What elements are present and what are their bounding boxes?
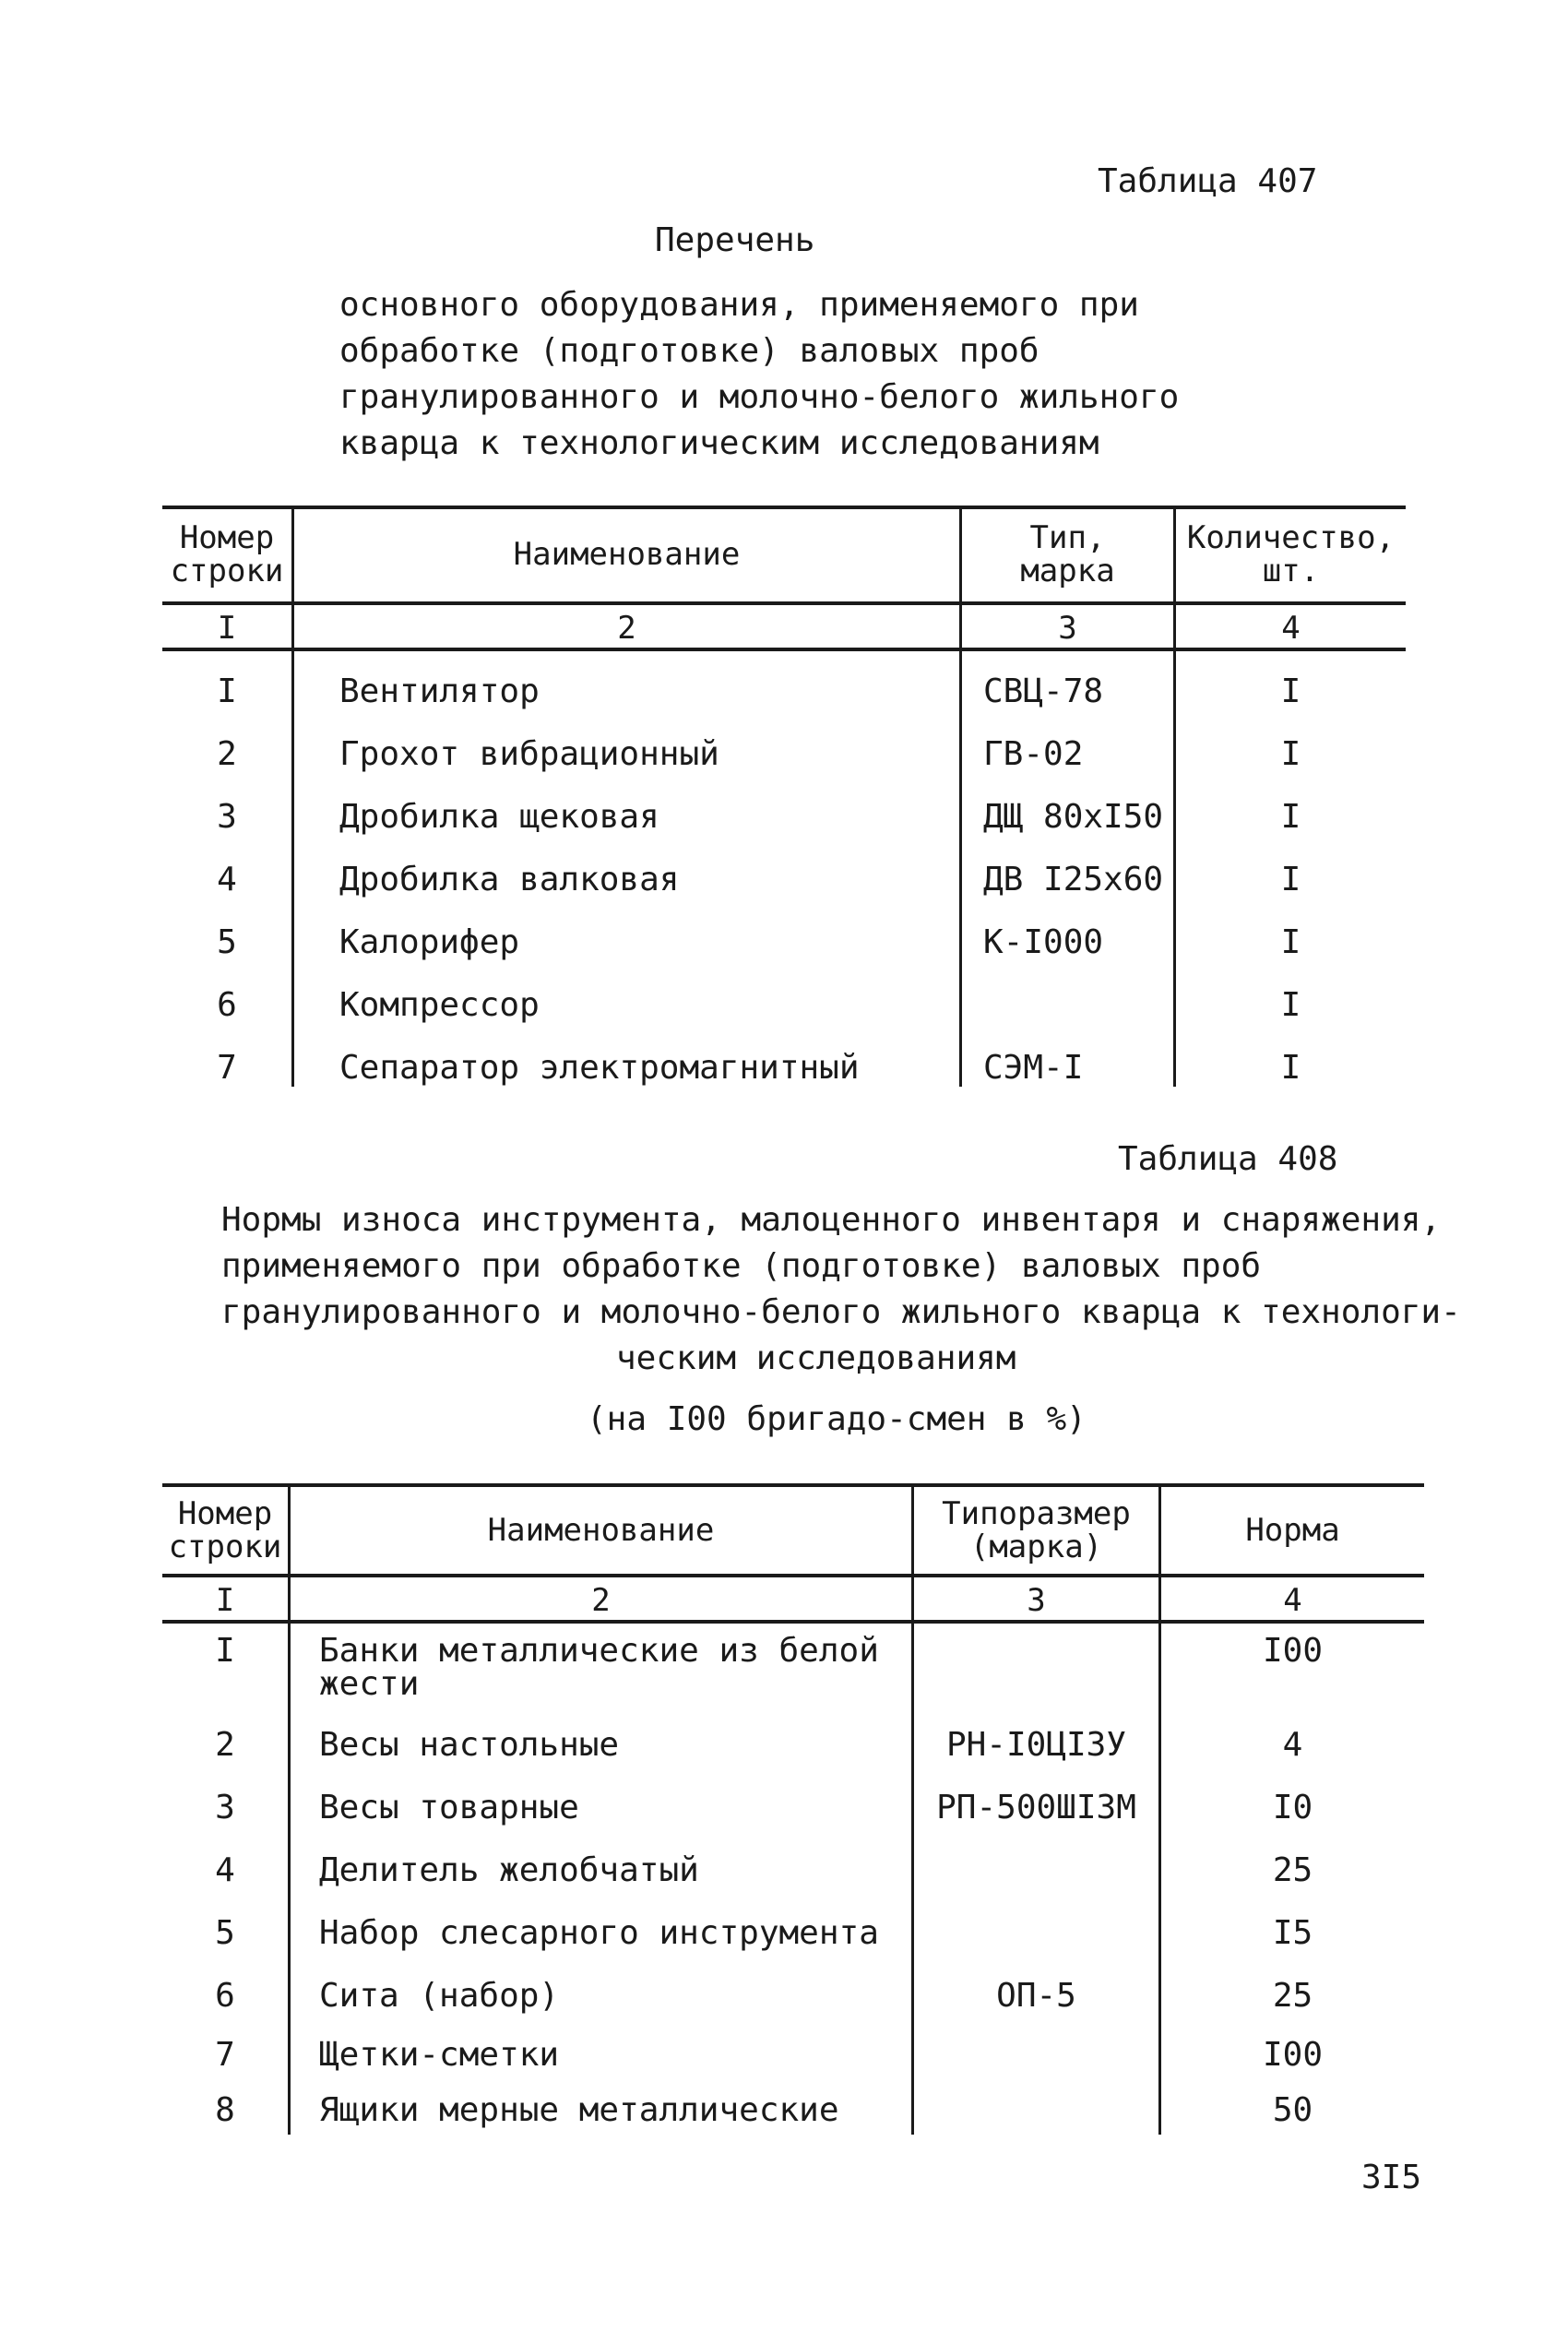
row-name-continued: жести — [319, 1665, 420, 1703]
table-407-title: Перечень — [655, 221, 815, 259]
row-qty: I — [1280, 735, 1301, 773]
row-type: СЭМ-I — [983, 1049, 1084, 1087]
row-norm: 25 — [1272, 1977, 1313, 2015]
table-407-subtitle-line-3: гранулированного и молочно-белого жильного — [339, 378, 1180, 416]
row-name: Сита (набор) — [319, 1977, 560, 2015]
table-407-header-type-line-1: Тип, — [1029, 519, 1106, 556]
row-qty: I — [1280, 798, 1301, 836]
table-408-header-rule — [162, 1574, 1424, 1577]
table-408-header-name: Наименование — [487, 1512, 715, 1549]
table-407-header-type-line-2: марка — [1020, 553, 1115, 589]
row-name: Весы товарные — [319, 1789, 579, 1826]
row-number: 2 — [217, 735, 237, 773]
row-number: 4 — [217, 861, 237, 898]
table-407-colnum-rule — [162, 648, 1406, 651]
table-407-colnum-1: I — [217, 610, 237, 647]
row-name: Компрессор — [339, 986, 540, 1024]
row-qty: I — [1280, 1049, 1301, 1087]
row-type: ДЩ 80хI50 — [983, 798, 1164, 836]
table-407-subtitle-line-2: обработке (подготовке) валовых проб — [339, 332, 1039, 370]
table-407-header-qty-line-2: шт. — [1262, 553, 1320, 589]
row-name: Весы настольные — [319, 1726, 620, 1764]
table-407-header-number-line-1: Номер — [179, 519, 275, 556]
table-408-header-number-line-1: Номер — [177, 1495, 273, 1532]
table-408-title-line-4: ческим исследованиям — [616, 1339, 1016, 1377]
table-407-header-rule — [162, 601, 1406, 605]
table-408-header-type-line-2: (марка) — [969, 1529, 1103, 1565]
table-408-title-line-3: гранулированного и молочно-белого жильного кварца к технологи- — [221, 1293, 1461, 1331]
row-number: 5 — [217, 923, 237, 961]
row-type: ОП-5 — [996, 1977, 1076, 2015]
table-408-colnum-rule — [162, 1620, 1424, 1624]
row-type: СВЦ-78 — [983, 672, 1104, 710]
row-number: 2 — [215, 1726, 235, 1764]
table-407-divider-2 — [959, 509, 962, 1087]
row-name: Сепаратор электромагнитный — [339, 1049, 860, 1087]
row-norm: I00 — [1262, 2036, 1324, 2074]
table-408-colnum-3: 3 — [1027, 1582, 1046, 1619]
table-407-header-name: Наименование — [513, 536, 741, 573]
row-name: Делитель желобчатый — [319, 1851, 699, 1889]
row-name: Набор слесарного инструмента — [319, 1914, 879, 1952]
row-name: Дробилка валковая — [339, 861, 680, 898]
table-407-colnum-4: 4 — [1281, 610, 1301, 647]
table-407-label: Таблица 407 — [1098, 162, 1318, 200]
row-name: Щетки-сметки — [319, 2036, 560, 2074]
row-number: 6 — [217, 986, 237, 1024]
table-407-subtitle-line-1: основного оборудования, применяемого при — [339, 286, 1139, 324]
table-408-header-number-line-2: строки — [168, 1529, 282, 1565]
table-407-colnum-3: 3 — [1058, 610, 1077, 647]
table-408-header-norm: Норма — [1245, 1512, 1340, 1549]
row-number: 4 — [215, 1851, 235, 1889]
row-qty: I — [1280, 861, 1301, 898]
row-norm: 25 — [1272, 1851, 1313, 1889]
row-number: 7 — [217, 1049, 237, 1087]
row-norm: I5 — [1272, 1914, 1313, 1952]
row-qty: I — [1280, 986, 1301, 1024]
row-type: РП-500ШI3М — [936, 1789, 1136, 1826]
row-number: I — [215, 1632, 235, 1670]
table-408-colnum-4: 4 — [1283, 1582, 1302, 1619]
row-name: Банки металлические из белой — [319, 1632, 879, 1670]
row-name: Дробилка щековая — [339, 798, 659, 836]
table-408-title-line-1: Нормы износа инструмента, малоценного инвентаря и снаряжения, — [221, 1201, 1442, 1239]
row-type: РН-I0ЦI3У — [945, 1726, 1127, 1764]
table-407-header-qty-line-1: Количество, — [1186, 519, 1396, 556]
row-norm: 50 — [1272, 2091, 1313, 2129]
row-type: К-I000 — [983, 923, 1104, 961]
row-number: 3 — [217, 798, 237, 836]
row-type: ДВ I25х60 — [983, 861, 1164, 898]
row-norm: I00 — [1262, 1632, 1324, 1670]
row-name: Ящики мерные металлические — [319, 2091, 839, 2129]
table-408-header-type-line-1: Типоразмер — [942, 1495, 1131, 1532]
row-qty: I — [1280, 923, 1301, 961]
row-norm: I0 — [1272, 1789, 1313, 1826]
row-number: 8 — [215, 2091, 235, 2129]
row-number: 5 — [215, 1914, 235, 1952]
table-407-top-rule — [162, 506, 1406, 509]
row-number: 3 — [215, 1789, 235, 1826]
row-name: Вентилятор — [339, 672, 540, 710]
row-qty: I — [1280, 672, 1301, 710]
table-408-title-line-2: применяемого при обработке (подготовке) валовых проб — [221, 1247, 1262, 1285]
row-type: ГВ-02 — [983, 735, 1084, 773]
table-407-subtitle-line-4: кварца к технологическим исследованиям — [339, 424, 1099, 462]
table-407-header-number-line-2: строки — [170, 553, 284, 589]
row-number: 6 — [215, 1977, 235, 2015]
table-408-colnum-2: 2 — [591, 1582, 611, 1619]
table-407-colnum-2: 2 — [617, 610, 636, 647]
table-408-units-note: (на I00 бригадо-смен в %) — [587, 1400, 1087, 1438]
row-norm: 4 — [1282, 1726, 1303, 1764]
table-408-colnum-1: I — [215, 1582, 235, 1619]
row-name: Калорифер — [339, 923, 520, 961]
row-name: Грохот вибрационный — [339, 735, 719, 773]
table-408-label: Таблица 408 — [1118, 1140, 1338, 1178]
table-407-divider-1 — [291, 509, 294, 1087]
page-number: 3I5 — [1361, 2159, 1422, 2196]
row-number: I — [217, 672, 237, 710]
row-number: 7 — [215, 2036, 235, 2074]
table-408-top-rule — [162, 1483, 1424, 1487]
